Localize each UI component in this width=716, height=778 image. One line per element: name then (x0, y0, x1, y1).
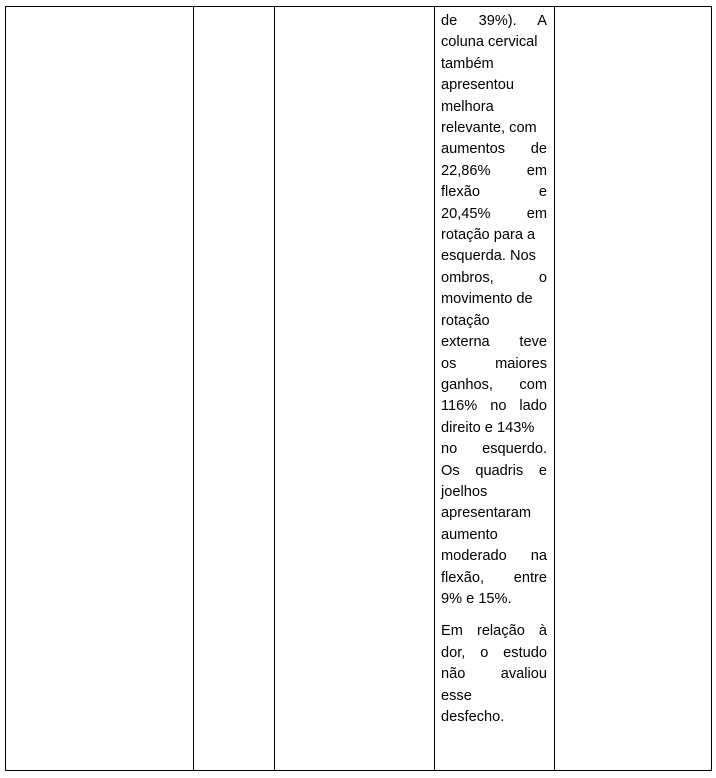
text-line: não avaliou (441, 666, 547, 683)
text-line: também (441, 55, 494, 72)
table-cell-col1 (6, 7, 194, 771)
text-line: esse (441, 687, 472, 704)
text-line: desfecho. (441, 709, 505, 725)
text-line: flexão e (441, 184, 547, 201)
text-line: aumento (441, 526, 498, 543)
text-line: 20,45% em (441, 205, 547, 222)
text-line: flexão, entre (441, 569, 547, 586)
table-cell-col3 (275, 7, 435, 771)
text-line: rotação (441, 312, 490, 329)
paragraph-results (441, 11, 547, 610)
paragraph-spacer (441, 610, 547, 621)
text-line: no esquerdo. (441, 441, 547, 458)
cell-text (435, 7, 554, 728)
text-line: direito e 143% (441, 419, 535, 436)
text-line: Em relação à (441, 623, 547, 640)
text-line: movimento de (441, 291, 533, 308)
text-line: de 39%). A (441, 13, 547, 29)
text-line: ombros, o (441, 269, 547, 286)
text-line: Os quadris e (441, 462, 547, 479)
table-cell-col2 (194, 7, 275, 771)
text-line: esquerda. Nos (441, 248, 536, 265)
text-line: 9% e 15%. (441, 590, 512, 607)
paragraph-pain (441, 621, 547, 728)
text-line: dor, o estudo (441, 644, 547, 661)
text-line: melhora (441, 98, 494, 115)
text-line: externa teve (441, 334, 547, 351)
document-table (5, 6, 712, 771)
text-line: apresentou (441, 77, 515, 94)
table-row (6, 7, 712, 771)
text-line: 116% no lado (441, 398, 547, 415)
table-cell-col5 (555, 7, 712, 771)
text-line: os maiores (441, 355, 547, 372)
text-line: aumentos de (441, 141, 547, 158)
text-line: 22,86% em (441, 162, 547, 179)
text-line: moderado na (441, 548, 547, 565)
text-line: relevante, com (441, 120, 537, 137)
text-line: coluna cervical (441, 34, 538, 51)
text-line: ganhos, com (441, 376, 547, 393)
text-line: joelhos (441, 483, 488, 500)
text-line: apresentaram (441, 505, 532, 522)
text-line: rotação para a (441, 227, 536, 244)
table-cell-col4 (435, 7, 555, 771)
